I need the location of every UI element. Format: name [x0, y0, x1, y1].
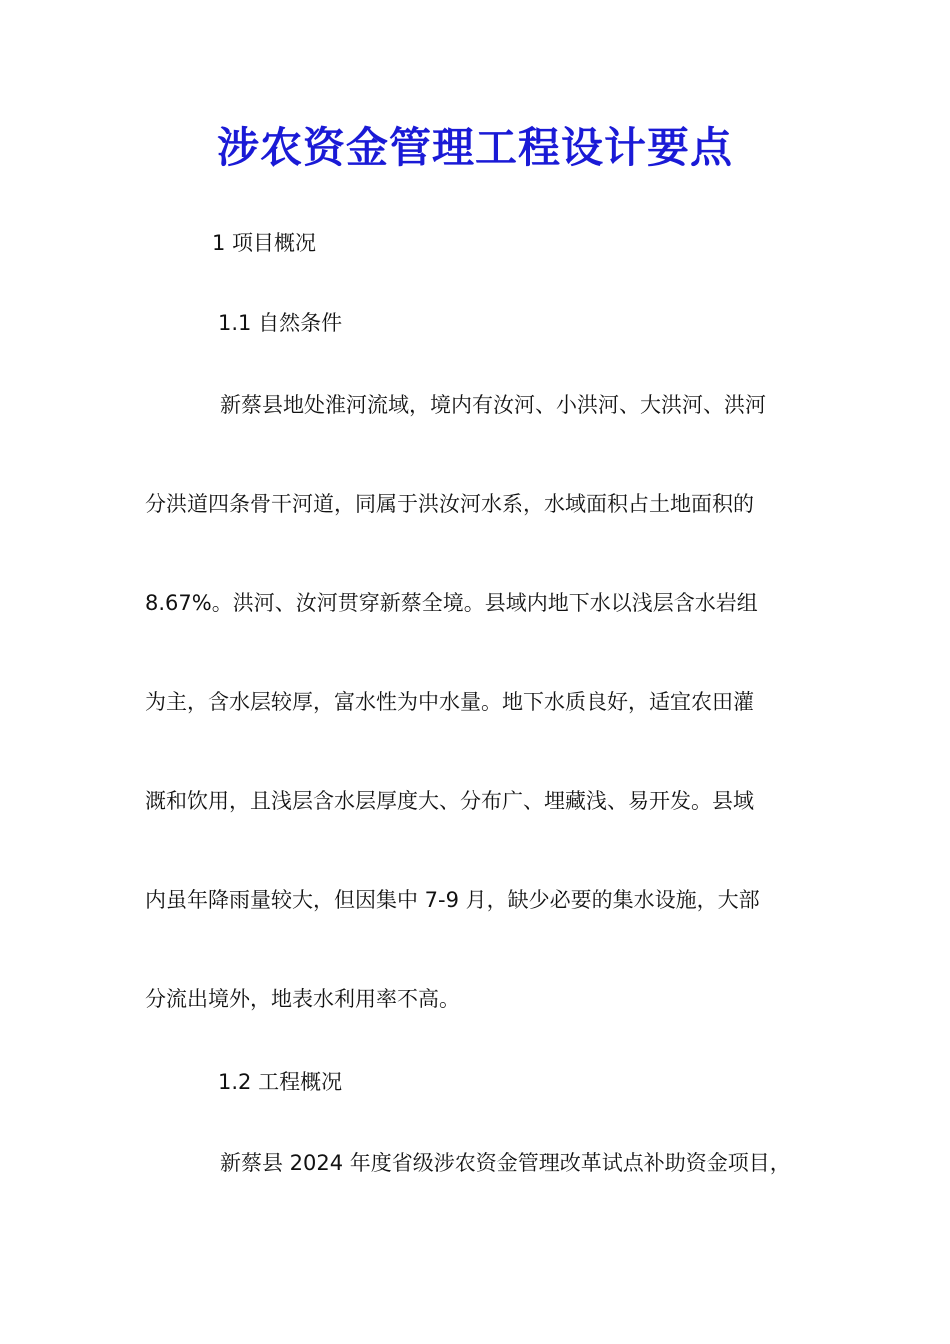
- paragraph-line: 新蔡县 2024 年度省级涉农资金管理改革试点补助资金项目，: [220, 1151, 791, 1175]
- paragraph-line: 内虽年降雨量较大，但因集中 7-9 月，缺少必要的集水设施，大部: [145, 888, 760, 912]
- paragraph-line: 新蔡县地处淮河流域，境内有汝河、小洪河、大洪河、洪河: [220, 393, 766, 417]
- section-heading-1: 1 项目概况: [212, 231, 317, 255]
- paragraph-line: 分流出境外，地表水利用率不高。: [145, 987, 460, 1011]
- document-title: 涉农资金管理工程设计要点: [216, 123, 733, 172]
- section-heading-1-2: 1.2 工程概况: [218, 1070, 343, 1094]
- paragraph-line: 溉和饮用，且浅层含水层厚度大、分布广、埋藏浅、易开发。县域: [145, 789, 754, 813]
- paragraph-line: 8.67%。洪河、汝河贯穿新蔡全境。县域内地下水以浅层含水岩组: [145, 591, 758, 615]
- section-heading-1-1: 1.1 自然条件: [218, 311, 343, 335]
- paragraph-line: 为主，含水层较厚，富水性为中水量。地下水质良好，适宜农田灌: [145, 690, 754, 714]
- paragraph-line: 分洪道四条骨干河道，同属于洪汝河水系，水域面积占土地面积的: [145, 492, 754, 516]
